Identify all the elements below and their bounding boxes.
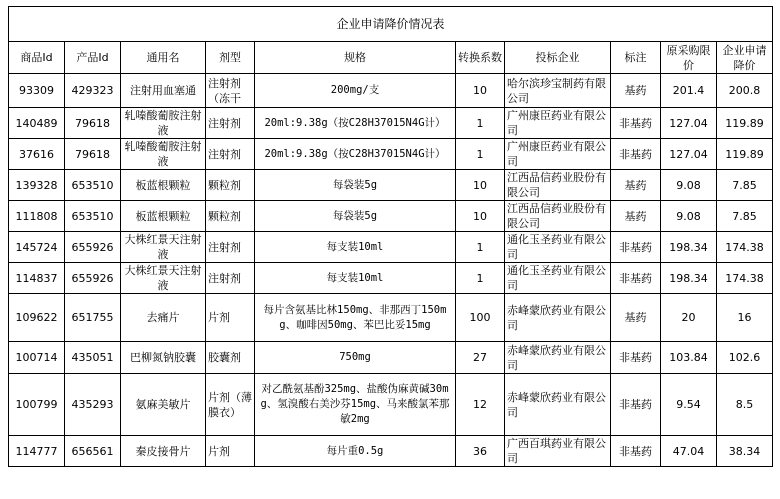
cell-bidder: 广州康臣药业有限公司 — [505, 139, 611, 170]
cell-requested-price: 8.5 — [717, 374, 773, 436]
cell-bidder: 广州康臣药业有限公司 — [505, 108, 611, 139]
cell-original-limit: 47.04 — [661, 436, 717, 467]
cell-requested-price: 119.89 — [717, 108, 773, 139]
cell-spec: 750mg — [255, 342, 456, 374]
cell-bidder: 赤峰蒙欣药业有限公司 — [505, 294, 611, 342]
cell-conversion: 1 — [456, 232, 505, 263]
cell-tag: 非基药 — [611, 436, 661, 467]
cell-original-limit: 127.04 — [661, 108, 717, 139]
table-row — [9, 342, 773, 374]
col-header-conversion: 转换系数 — [456, 42, 505, 74]
cell-tag: 非基药 — [611, 108, 661, 139]
cell-item-id: 653510 — [65, 170, 121, 201]
cell-conversion: 12 — [456, 374, 505, 436]
cell-item-id: 79618 — [65, 139, 121, 170]
cell-item-id: 655926 — [65, 263, 121, 294]
cell-tag: 基药 — [611, 170, 661, 201]
table-row — [9, 170, 773, 201]
cell-generic-name: 秦皮接骨片 — [121, 436, 206, 467]
cell-spec: 对乙酰氨基酚325mg、盐酸伪麻黄碱30mg、氢溴酸右美沙芬15mg、马来酸氯苯那敏2mg — [255, 374, 456, 436]
table-row — [9, 263, 773, 294]
cell-spec: 每片含氨基比林150mg、非那西丁150mg、咖啡因50mg、苯巴比妥15mg — [255, 294, 456, 342]
cell-requested-price: 7.85 — [717, 201, 773, 232]
cell-product-id: 100714 — [9, 342, 65, 374]
cell-spec: 20ml:9.38g（按C28H37015N4G计） — [255, 108, 456, 139]
cell-bidder: 赤峰蒙欣药业有限公司 — [505, 374, 611, 436]
cell-bidder: 通化玉圣药业有限公司 — [505, 232, 611, 263]
cell-generic-name: 板蓝根颗粒 — [121, 201, 206, 232]
cell-spec: 20ml:9.38g（按C28H37015N4G计） — [255, 139, 456, 170]
cell-dosage-form: 注射剂 — [206, 232, 255, 263]
cell-requested-price: 174.38 — [717, 263, 773, 294]
cell-item-id: 79618 — [65, 108, 121, 139]
col-header-product-id: 商品Id — [9, 42, 65, 74]
price-table — [8, 6, 773, 467]
cell-requested-price: 38.34 — [717, 436, 773, 467]
cell-original-limit: 9.08 — [661, 170, 717, 201]
header-row — [9, 42, 773, 74]
cell-generic-name: 大株红景天注射液 — [121, 263, 206, 294]
table-title: 企业申请降价情况表 — [9, 7, 773, 42]
cell-dosage-form: 片剂 — [206, 294, 255, 342]
cell-spec: 每支装10ml — [255, 232, 456, 263]
cell-generic-name: 轧嗪酸葡胺注射液 — [121, 108, 206, 139]
cell-requested-price: 16 — [717, 294, 773, 342]
col-header-dosage-form: 剂型 — [206, 42, 255, 74]
cell-requested-price: 102.6 — [717, 342, 773, 374]
cell-conversion: 10 — [456, 170, 505, 201]
cell-dosage-form: 注射剂 — [206, 108, 255, 139]
table-row — [9, 374, 773, 436]
cell-generic-name: 去痛片 — [121, 294, 206, 342]
cell-conversion: 1 — [456, 139, 505, 170]
table-body — [9, 74, 773, 467]
cell-tag: 基药 — [611, 74, 661, 108]
cell-bidder: 通化玉圣药业有限公司 — [505, 263, 611, 294]
cell-product-id: 109622 — [9, 294, 65, 342]
cell-bidder: 江西品信药业股份有限公司 — [505, 201, 611, 232]
cell-item-id: 655926 — [65, 232, 121, 263]
cell-item-id: 435051 — [65, 342, 121, 374]
col-header-bidder: 投标企业 — [505, 42, 611, 74]
cell-bidder: 赤峰蒙欣药业有限公司 — [505, 342, 611, 374]
col-header-item-id: 产品Id — [65, 42, 121, 74]
cell-requested-price: 200.8 — [717, 74, 773, 108]
cell-item-id: 435293 — [65, 374, 121, 436]
cell-tag: 非基药 — [611, 374, 661, 436]
cell-conversion: 36 — [456, 436, 505, 467]
cell-dosage-form: 片剂 — [206, 436, 255, 467]
cell-original-limit: 20 — [661, 294, 717, 342]
table-row — [9, 108, 773, 139]
cell-dosage-form: 颗粒剂 — [206, 170, 255, 201]
cell-requested-price: 7.85 — [717, 170, 773, 201]
cell-product-id: 140489 — [9, 108, 65, 139]
price-reduction-sheet — [8, 6, 772, 467]
col-header-tag: 标注 — [611, 42, 661, 74]
cell-dosage-form: 片剂（薄膜衣） — [206, 374, 255, 436]
col-header-original-limit: 原采购限价 — [661, 42, 717, 74]
cell-dosage-form: 胶囊剂 — [206, 342, 255, 374]
cell-product-id: 139328 — [9, 170, 65, 201]
cell-tag: 非基药 — [611, 139, 661, 170]
cell-product-id: 111808 — [9, 201, 65, 232]
cell-product-id: 93309 — [9, 74, 65, 108]
cell-item-id: 653510 — [65, 201, 121, 232]
cell-generic-name: 板蓝根颗粒 — [121, 170, 206, 201]
cell-bidder: 江西品信药业股份有限公司 — [505, 170, 611, 201]
cell-item-id: 651755 — [65, 294, 121, 342]
cell-spec: 每袋装5g — [255, 170, 456, 201]
cell-bidder: 广西百琪药业有限公司 — [505, 436, 611, 467]
cell-conversion: 1 — [456, 108, 505, 139]
cell-spec: 每袋装5g — [255, 201, 456, 232]
cell-tag: 基药 — [611, 294, 661, 342]
cell-conversion: 100 — [456, 294, 505, 342]
col-header-requested-price: 企业申请降价 — [717, 42, 773, 74]
cell-conversion: 1 — [456, 263, 505, 294]
cell-original-limit: 198.34 — [661, 232, 717, 263]
table-row — [9, 201, 773, 232]
cell-conversion: 27 — [456, 342, 505, 374]
cell-spec: 每片重0.5g — [255, 436, 456, 467]
cell-original-limit: 198.34 — [661, 263, 717, 294]
table-row — [9, 74, 773, 108]
table-row — [9, 294, 773, 342]
cell-spec: 每支装10ml — [255, 263, 456, 294]
cell-conversion: 10 — [456, 201, 505, 232]
cell-original-limit: 103.84 — [661, 342, 717, 374]
cell-generic-name: 注射用血塞通 — [121, 74, 206, 108]
cell-original-limit: 201.4 — [661, 74, 717, 108]
cell-dosage-form: 注射剂（冻干 — [206, 74, 255, 108]
cell-generic-name: 氨麻美敏片 — [121, 374, 206, 436]
cell-conversion: 10 — [456, 74, 505, 108]
cell-product-id: 114837 — [9, 263, 65, 294]
cell-tag: 基药 — [611, 201, 661, 232]
table-row — [9, 436, 773, 467]
cell-original-limit: 127.04 — [661, 139, 717, 170]
cell-generic-name: 大株红景天注射液 — [121, 232, 206, 263]
cell-product-id: 145724 — [9, 232, 65, 263]
cell-product-id: 114777 — [9, 436, 65, 467]
cell-spec: 200mg/支 — [255, 74, 456, 108]
cell-requested-price: 174.38 — [717, 232, 773, 263]
cell-dosage-form: 颗粒剂 — [206, 201, 255, 232]
col-header-spec: 规格 — [255, 42, 456, 74]
cell-generic-name: 巴柳氮钠胶囊 — [121, 342, 206, 374]
table-row — [9, 139, 773, 170]
cell-dosage-form: 注射剂 — [206, 263, 255, 294]
cell-dosage-form: 注射剂 — [206, 139, 255, 170]
cell-product-id: 100799 — [9, 374, 65, 436]
cell-bidder: 哈尔滨珍宝制药有限公司 — [505, 74, 611, 108]
cell-tag: 非基药 — [611, 263, 661, 294]
cell-tag: 非基药 — [611, 232, 661, 263]
cell-product-id: 37616 — [9, 139, 65, 170]
cell-requested-price: 119.89 — [717, 139, 773, 170]
cell-tag: 非基药 — [611, 342, 661, 374]
col-header-generic-name: 通用名 — [121, 42, 206, 74]
table-row — [9, 232, 773, 263]
cell-original-limit: 9.54 — [661, 374, 717, 436]
cell-item-id: 656561 — [65, 436, 121, 467]
cell-generic-name: 轧嗪酸葡胺注射液 — [121, 139, 206, 170]
cell-original-limit: 9.08 — [661, 201, 717, 232]
cell-item-id: 429323 — [65, 74, 121, 108]
